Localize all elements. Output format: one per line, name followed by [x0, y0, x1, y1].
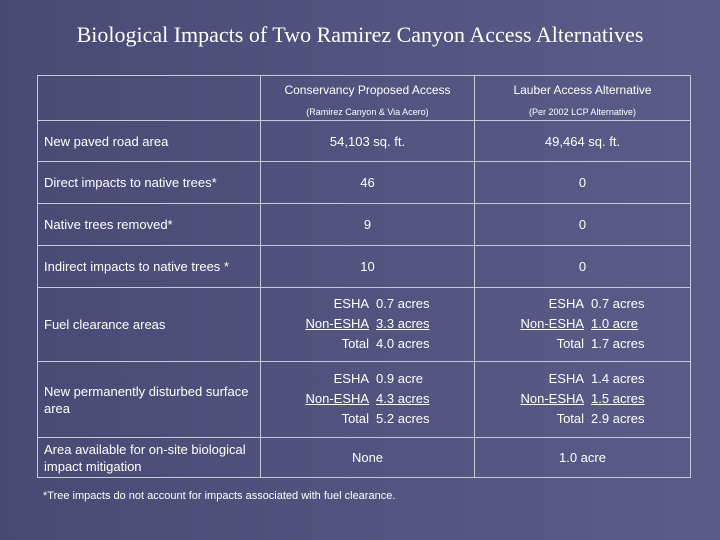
- conservancy-value: 9: [261, 204, 475, 246]
- breakdown-label: Non-ESHA: [520, 390, 585, 406]
- table-row: [38, 204, 691, 246]
- breakdown-label: ESHA: [333, 295, 370, 311]
- breakdown-value: 0.9 acre: [376, 370, 424, 386]
- row-label: Fuel clearance areas: [38, 288, 261, 362]
- breakdown-label: Total: [341, 410, 370, 426]
- table-row: [38, 288, 691, 362]
- row-label: New permanently disturbed surface area: [38, 362, 261, 438]
- lauber-value: 0: [475, 246, 691, 288]
- header-conservancy: [261, 76, 475, 121]
- header-conservancy-title: Conservancy Proposed Access: [284, 82, 451, 97]
- breakdown-label: Non-ESHA: [305, 315, 370, 331]
- breakdown-value: 5.2 acres: [376, 410, 430, 426]
- breakdown-label: Non-ESHA: [520, 315, 585, 331]
- lauber-value: 1.0 acre: [475, 438, 691, 478]
- breakdown-value: 4.0 acres: [376, 335, 430, 351]
- breakdown-label: Total: [556, 335, 585, 351]
- conservancy-value: 10: [261, 246, 475, 288]
- table-row: [38, 362, 691, 438]
- breakdown-label: Total: [341, 335, 370, 351]
- lauber-fuel-breakdown: [520, 295, 644, 355]
- lauber-disturbed-cell: [475, 362, 691, 438]
- conservancy-value: 54,103 sq. ft.: [261, 121, 475, 162]
- page-title: Biological Impacts of Two Ramirez Canyon Access Alternatives: [76, 22, 644, 47]
- header-lauber: [475, 76, 691, 121]
- row-label: New paved road area: [38, 121, 261, 162]
- header-empty-cell: [38, 76, 261, 121]
- breakdown-label: Total: [556, 410, 585, 426]
- breakdown-value: 4.3 acres: [376, 390, 430, 406]
- conservancy-value: None: [261, 438, 475, 478]
- breakdown-label: ESHA: [333, 370, 370, 386]
- conservancy-fuel-cell: [261, 288, 475, 362]
- lauber-value: 0: [475, 204, 691, 246]
- breakdown-value: 2.9 acres: [591, 410, 645, 426]
- row-label: Direct impacts to native trees*: [38, 162, 261, 204]
- table-row: [38, 121, 691, 162]
- breakdown-label: ESHA: [548, 295, 585, 311]
- breakdown-value: 1.7 acres: [591, 335, 645, 351]
- breakdown-label: ESHA: [548, 370, 585, 386]
- lauber-disturbed-breakdown: [520, 370, 644, 430]
- conservancy-value: 46: [261, 162, 475, 204]
- conservancy-disturbed-cell: [261, 362, 475, 438]
- lauber-value: 0: [475, 162, 691, 204]
- table-row: [38, 162, 691, 204]
- row-label: Indirect impacts to native trees *: [38, 246, 261, 288]
- row-label: Native trees removed*: [38, 204, 261, 246]
- impacts-table: [37, 75, 691, 478]
- breakdown-value: 3.3 acres: [376, 315, 430, 331]
- table-row: [38, 246, 691, 288]
- header-conservancy-subtitle: (Ramirez Canyon & Via Acero): [306, 106, 429, 117]
- breakdown-value: 1.0 acre: [591, 315, 639, 331]
- table-row: [38, 438, 691, 478]
- breakdown-value: 0.7 acres: [376, 295, 430, 311]
- lauber-value: 49,464 sq. ft.: [475, 121, 691, 162]
- breakdown-label: Non-ESHA: [305, 390, 370, 406]
- footnote: *Tree impacts do not account for impacts associated with fuel clearance.: [43, 490, 396, 502]
- conservancy-fuel-breakdown: [305, 295, 429, 355]
- header-lauber-subtitle: (Per 2002 LCP Alternative): [529, 106, 636, 117]
- row-label: Area available for on-site biological impact mitigation: [38, 438, 261, 478]
- table-header-row: [38, 76, 691, 121]
- breakdown-value: 1.4 acres: [591, 370, 645, 386]
- breakdown-value: 0.7 acres: [591, 295, 645, 311]
- breakdown-value: 1.5 acres: [591, 390, 645, 406]
- lauber-fuel-cell: [475, 288, 691, 362]
- conservancy-disturbed-breakdown: [305, 370, 429, 430]
- header-lauber-title: Lauber Access Alternative: [513, 82, 652, 97]
